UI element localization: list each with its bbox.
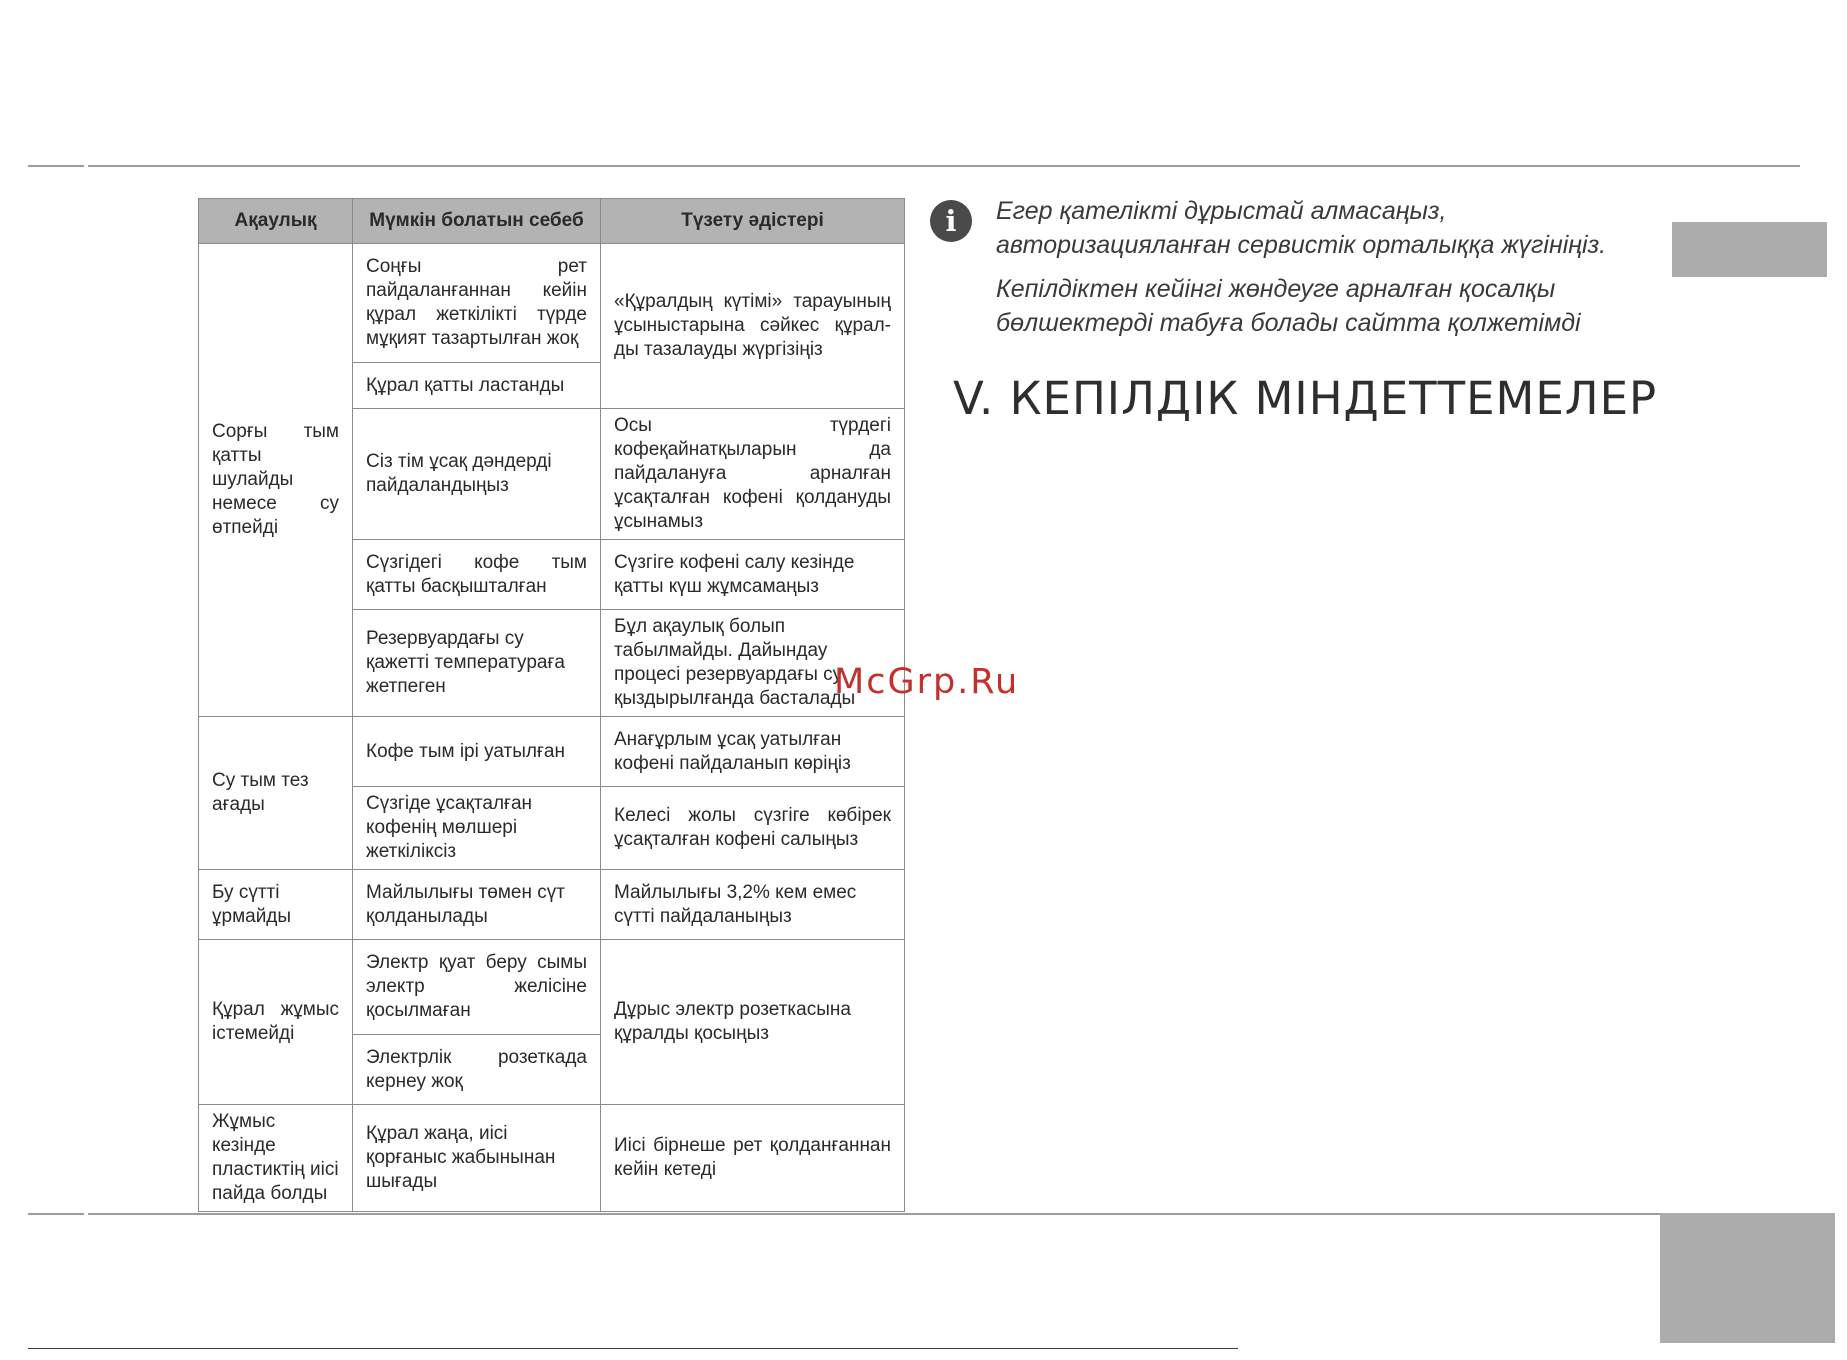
cause-cell: Құрал қатты ластанды bbox=[353, 363, 601, 409]
fix-cell: Майлылығы 3,2% кем емес сүтті пайдаланыңыз bbox=[601, 870, 905, 940]
fix-cell: Дұрыс электр розеткасына құралды қосыңыз bbox=[601, 940, 905, 1105]
problem-cell: Су тым тез ағады bbox=[199, 717, 353, 870]
cause-cell: Сүзгіде ұсақталған кофенің мөлшері жеткіліксіз bbox=[353, 787, 601, 870]
problem-cell: Құрал жұмыс істемейді bbox=[199, 940, 353, 1105]
side-tab-marker bbox=[1672, 222, 1827, 277]
page-corner-block bbox=[1660, 1213, 1835, 1343]
bottom-rule-short bbox=[28, 1213, 84, 1215]
table-row bbox=[199, 940, 905, 1035]
cause-cell: Соңғы рет пайдаланғаннан кейін құрал жеткілікті түрде мұқият тазартылған жоқ bbox=[353, 244, 601, 363]
top-rule bbox=[88, 165, 1800, 167]
note-paragraph: Егер қателікті дұрыстай алмасаңыз, авторизацияланған сервистік орталыққа жүгініңіз. bbox=[996, 197, 1607, 259]
fix-cell: Анағұрлым ұсақ уатылған кофені пайдаланып көріңіз bbox=[601, 717, 905, 787]
troubleshooting-table bbox=[198, 198, 905, 1212]
problem-cell: Бу сүтті ұрмайды bbox=[199, 870, 353, 940]
footer-line bbox=[28, 1348, 1238, 1349]
cause-cell: Құрал жаңа, иісі қорғаныс жабынынан шығады bbox=[353, 1105, 601, 1212]
table-row bbox=[199, 1105, 905, 1212]
top-rule-short bbox=[28, 165, 84, 167]
info-icon: i bbox=[930, 200, 972, 242]
section-title: V. КЕПІЛДІК МІНДЕТТЕМЕЛЕР bbox=[953, 372, 1658, 425]
cause-cell: Сүзгідегі кофе тым қатты басқышталған bbox=[353, 540, 601, 610]
header-fix: Түзету әдістері bbox=[601, 199, 905, 244]
problem-cell: Сорғы тым қатты шулайды немесе су өтпейді bbox=[199, 244, 353, 717]
fix-cell: «Құралдың күтімі» тарауының ұсыныстарына сәйкес құрал-ды тазалауды жүргізіңіз bbox=[601, 244, 905, 409]
fix-cell: Иісі бірнеше рет қолданғаннан кейін кетеді bbox=[601, 1105, 905, 1212]
fix-cell: Бұл ақаулық болып табылмайды. Дайындау процесі резервуардағы су қыздырылғанда басталады bbox=[601, 610, 905, 717]
watermark-text: McGrp.Ru bbox=[834, 662, 1020, 702]
cause-cell: Электрлік розеткада кернеу жоқ bbox=[353, 1035, 601, 1105]
note-paragraph: Кепілдіктен кейінгі жөндеуге арналған қосалқы бөлшектерді табуға болады сайтта қолжетімді bbox=[996, 275, 1581, 337]
bottom-rule bbox=[88, 1213, 1664, 1215]
table-header-row bbox=[199, 199, 905, 244]
table-row bbox=[199, 244, 905, 363]
fix-cell: Келесі жолы сүзгіге көбірек ұсақталған кофені салыңыз bbox=[601, 787, 905, 870]
problem-cell: Жұмыс кезінде пластиктің иісі пайда болды bbox=[199, 1105, 353, 1212]
info-note bbox=[930, 194, 1670, 350]
cause-cell: Майлылығы төмен сүт қолданылады bbox=[353, 870, 601, 940]
cause-cell: Электр қуат беру сымы электр желісіне қосылмаған bbox=[353, 940, 601, 1035]
table-row bbox=[199, 870, 905, 940]
table-row bbox=[199, 717, 905, 787]
header-cause: Мүмкін болатын себеб bbox=[353, 199, 601, 244]
cause-cell: Сіз тім ұсақ дәндерді пайдаландыңыз bbox=[353, 409, 601, 540]
fix-cell: Сүзгіге кофені салу кезінде қатты күш жұмсамаңыз bbox=[601, 540, 905, 610]
fix-cell: Осы түрдегі кофеқайнатқыларын да пайдалануға арналған ұсақталған кофені қолдануды ұсынамыз bbox=[601, 409, 905, 540]
cause-cell: Резервуардағы су қажетті температураға жетпеген bbox=[353, 610, 601, 717]
header-problem: Ақаулық bbox=[199, 199, 353, 244]
cause-cell: Кофе тым ірі уатылған bbox=[353, 717, 601, 787]
